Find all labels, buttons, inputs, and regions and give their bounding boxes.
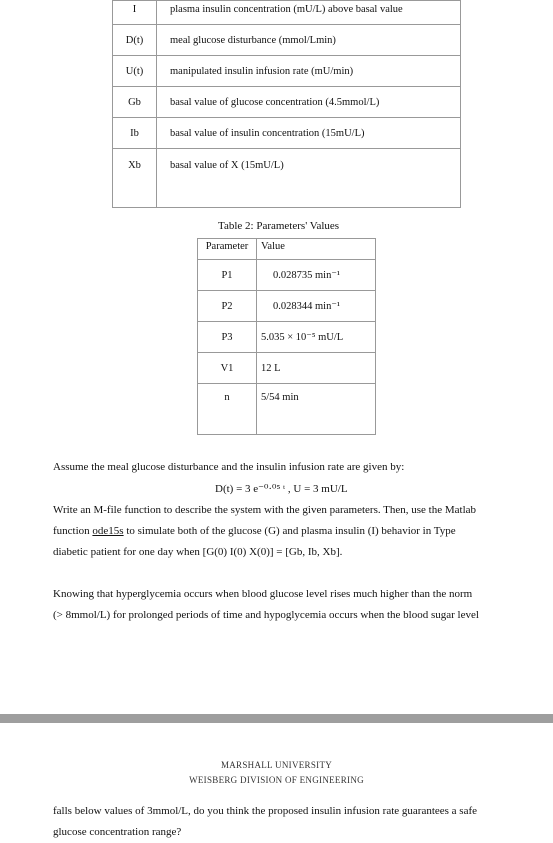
table-row	[198, 260, 376, 291]
variables-table	[112, 0, 461, 208]
paragraph-mfile	[53, 500, 523, 563]
parameter-name: P2	[198, 291, 257, 322]
parameter-value: 12 L	[257, 353, 376, 384]
table-row	[113, 149, 461, 208]
paragraph-line	[53, 521, 523, 542]
table-row	[198, 322, 376, 353]
variable-description: manipulated insulin infusion rate (mU/min)	[157, 56, 461, 87]
paragraph-line: diabetic patient for one day when [G(0) I(0) X(0)] = [Gb, Ib, Xb].	[53, 546, 343, 558]
equation: D(t) = 3 e⁻⁰·⁰⁵ ᵗ , U = 3 mU/L	[215, 483, 348, 495]
paragraph-line: (> 8mmol/L) for prolonged periods of time and hypoglycemia occurs when the blood sugar level	[53, 609, 479, 621]
variable-description: meal glucose disturbance (mmol/Lmin)	[157, 25, 461, 56]
table-row	[198, 353, 376, 384]
variable-symbol: U(t)	[113, 56, 157, 87]
parameter-value: 0.028344 min⁻¹	[257, 291, 376, 322]
table-row	[113, 118, 461, 149]
parameter-name: n	[198, 384, 257, 435]
parameter-value: 5.035 × 10⁻⁵ mU/L	[257, 322, 376, 353]
page-divider	[0, 714, 553, 723]
table-row	[113, 1, 461, 25]
variable-description: basal value of glucose concentration (4.5mmol/L)	[157, 87, 461, 118]
variable-description: basal value of X (15mU/L)	[157, 149, 461, 208]
paragraph-hyperglycemia	[53, 584, 523, 626]
parameters-table	[197, 238, 376, 435]
variable-symbol: I	[113, 1, 157, 25]
table-row	[113, 25, 461, 56]
table-row	[113, 87, 461, 118]
paragraph-line: Write an M-file function to describe the system with the given parameters. Then, use the Matlab	[53, 504, 477, 516]
division-name: WEISBERG DIVISION OF ENGINEERING	[189, 775, 364, 785]
text-span: to simulate both of the glucose (G) and plasma insulin (I) behavior in Type	[123, 525, 456, 537]
column-header-parameter: Parameter	[198, 239, 257, 260]
column-header-value: Value	[257, 239, 376, 260]
table-row	[113, 56, 461, 87]
paragraph-line: falls below values of 3mmol/L, do you think the proposed insulin infusion rate guarantees a safe	[53, 805, 478, 817]
parameter-value: 0.028735 min⁻¹	[257, 260, 376, 291]
ode-function-name: ode15s	[92, 525, 124, 537]
parameter-name: P3	[198, 322, 257, 353]
paragraph-line: glucose concentration range?	[53, 826, 182, 838]
table-row	[198, 291, 376, 322]
paragraph-assume: Assume the meal glucose disturbance and the insulin infusion rate are given by:	[53, 461, 405, 473]
parameter-value: 5/54 min	[257, 384, 376, 435]
table-row	[198, 384, 376, 435]
university-name: MARSHALL UNIVERSITY	[220, 760, 333, 770]
parameter-name: P1	[198, 260, 257, 291]
table-header-row	[198, 239, 376, 260]
variable-symbol: Ib	[113, 118, 157, 149]
parameter-name: V1	[198, 353, 257, 384]
table-caption: Table 2: Parameters' Values	[218, 220, 340, 232]
variable-symbol: D(t)	[113, 25, 157, 56]
variable-symbol: Gb	[113, 87, 157, 118]
paragraph-line: Knowing that hyperglycemia occurs when blood glucose level rises much higher than the norm	[53, 588, 473, 600]
text-span: function	[53, 525, 93, 537]
variable-symbol: Xb	[113, 149, 157, 208]
variable-description: basal value of insulin concentration (15mU/L)	[157, 118, 461, 149]
variable-description: plasma insulin concentration (mU/L) above basal value	[157, 1, 461, 25]
